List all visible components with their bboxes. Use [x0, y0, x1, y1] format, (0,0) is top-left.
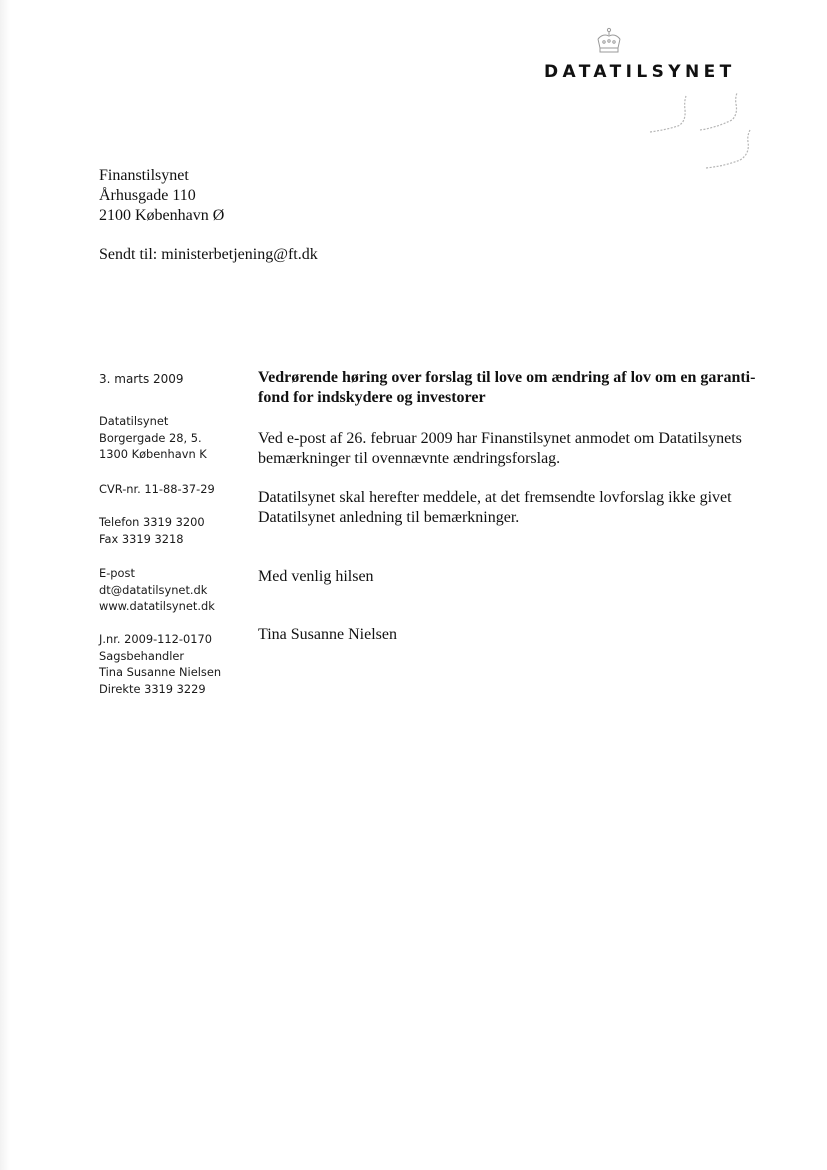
recipient-street: Århusgade 110	[99, 187, 196, 204]
logo-wordmark: DATATILSYNET	[544, 62, 736, 82]
recipient-address	[99, 166, 224, 226]
case-info-block	[99, 631, 221, 697]
email-label: E-post	[99, 566, 135, 580]
handler-label: Sagsbehandler	[99, 648, 185, 663]
contact-email-block	[99, 565, 215, 615]
paragraph-1-line-2: bemærkninger til ovennævnte ændringsforslag.	[258, 450, 561, 467]
contact-phone-block	[99, 514, 205, 547]
closing-greeting: Med venlig hilsen	[258, 568, 374, 585]
website: www.datatilsynet.dk	[99, 599, 215, 614]
scan-edge-shadow	[0, 0, 10, 1170]
paragraph-2	[258, 488, 798, 528]
paragraph-1	[258, 429, 798, 469]
recipient-name: Finanstilsynet	[99, 167, 189, 184]
subject-line-1: Vedrørende høring over forslag til love om ændring af lov om en garanti-	[258, 369, 756, 386]
sender-city: 1300 København K	[99, 447, 207, 462]
sender-address	[99, 413, 207, 463]
paragraph-1-line-1: Ved e-post af 26. februar 2009 har Finanstilsynet anmodet om Datatilsynets	[258, 430, 742, 447]
sent-to-line: Sendt til: ministerbetjening@ft.dk	[99, 246, 318, 263]
paragraph-2-line-2: Datatilsynet anledning til bemærkninger.	[258, 509, 520, 526]
cvr-number: CVR-nr. 11-88-37-29	[99, 482, 215, 496]
journal-number: J.nr. 2009-112-0170	[99, 632, 213, 646]
sender-name: Datatilsynet	[99, 414, 169, 428]
phone-number: Telefon 3319 3200	[99, 515, 205, 529]
email-address: dt@datatilsynet.dk	[99, 582, 208, 597]
handwritten-stamp	[640, 90, 760, 180]
recipient-city: 2100 København Ø	[99, 207, 225, 224]
fax-number: Fax 3319 3218	[99, 531, 184, 546]
crown-icon	[593, 27, 625, 55]
signer-name: Tina Susanne Nielsen	[258, 626, 397, 643]
subject-line-2: fond for indskydere og investorer	[258, 389, 486, 406]
letter-date: 3. marts 2009	[99, 372, 184, 386]
handler-name: Tina Susanne Nielsen	[99, 665, 222, 680]
letter-subject	[258, 368, 788, 408]
paragraph-2-line-1: Datatilsynet skal herefter meddele, at det fremsendte lovforslag ikke givet	[258, 489, 732, 506]
direct-phone: Direkte 3319 3229	[99, 681, 206, 696]
sender-street: Borgergade 28, 5.	[99, 430, 202, 445]
